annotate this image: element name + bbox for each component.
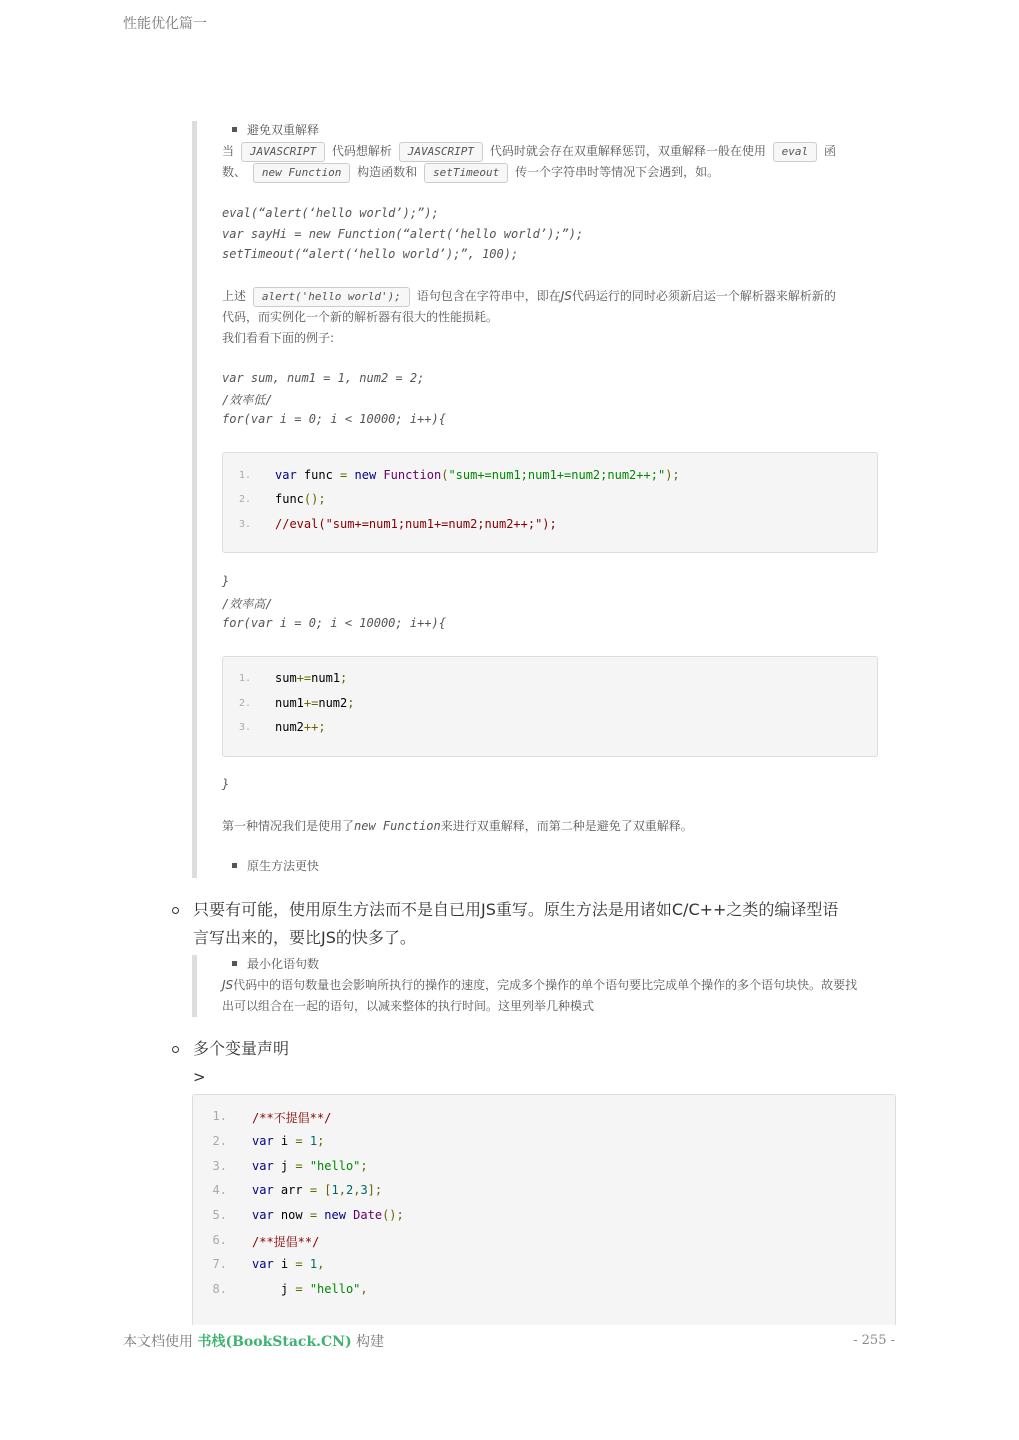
inline-code: JAVASCRIPT [399,142,483,162]
inline-code: eval [773,142,818,162]
bullet-native-methods: 原生方法更快 [232,856,319,876]
paragraph-line-5: 我们看看下面的例子: [222,331,335,345]
square-bullet-icon [232,863,237,868]
code-line: } [222,574,230,588]
paragraph-line: 出可以组合在一起的语句，以减来整体的执行时间。这里列举几种模式 [222,999,595,1013]
code-line: setTimeout(“alert(‘hello world’);”, 100); [222,247,519,261]
inline-code: JAVASCRIPT [241,142,325,162]
code-line: var sayHi = new Function(“alert(‘hello world’);”); [222,227,584,241]
bullet-minimize-statements: 最小化语句数 [232,954,319,974]
code-line: /效率低/ [222,393,273,407]
bullet-avoid-double-interpretation: 避免双重解释 [232,120,319,140]
paragraph-line-3: 上述 alert('hello world'); 语句包含在字符串中，即在JS代码运行的同时必须新启运一个解析器来解析新的 [222,286,836,307]
code-line: for(var i = 0; i < 10000; i++){ [222,616,446,630]
code-line: var sum, num1 = 1, num2 = 2; [222,371,425,385]
paragraph-line-4: 代码，而实例化一个新的解析器有很大的性能损耗。 [222,310,499,324]
multiple-var-title: 多个变量声明 [193,1039,290,1058]
circle-bullet-icon [172,907,179,914]
page-header: 性能优化篇一 [123,16,207,32]
code-block-inefficient: 1. var func = new Function("sum+=num1;num1+=num2;num2++;"); 2. func(); 3. //eval("sum+=num1;num1+=num2;num2++;"); [222,452,878,553]
paragraph-summary: 第一种情况我们是使用了new Function来进行双重解释，而第二种是避免了双重解释。 [222,819,693,833]
footer-credit: 本文档使用 书栈(BookStack.CN) 构建 [123,1334,385,1350]
native-methods-text-line-1: 只要有可能，使用原生方法而不是自已用JS重写。原生方法是用诸如C/C++之类的编译型语 [193,900,839,919]
inline-code: setTimeout [424,163,508,183]
code-block-efficient: 1. sum+=num1; 2. num1+=num2; 3. num2++; [222,656,878,757]
code-line: eval(“alert(‘hello world’);”); [222,206,439,220]
inline-code: new Function [253,163,350,183]
paragraph-line-1: 当 JAVASCRIPT 代码想解析 JAVASCRIPT 代码时就会存在双重解释惩罚，双重解释一般在使用 eval 函 [222,141,836,162]
inline-code: alert('hello world'); [253,287,410,307]
paragraph-line: JS代码中的语句数量也会影响所执行的操作的速度，完成多个操作的单个语句要比完成单个操作的多个语句块快。故要找 [222,978,858,992]
square-bullet-icon [232,127,237,132]
code-line: } [222,777,230,791]
page-number: - 255 - [853,1333,895,1348]
paragraph-line-2: 数、 new Function 构造函数和 setTimeout 传一个字符串时等情况下会遇到，如。 [222,162,719,183]
code-line: for(var i = 0; i < 10000; i++){ [222,412,446,426]
native-methods-text-line-2: 言写出来的，要比JS的快多了。 [193,928,416,947]
code-line: /效率高/ [222,597,273,611]
circle-bullet-icon [172,1046,179,1053]
square-bullet-icon [232,961,237,966]
bookstack-link[interactable]: 书栈(BookStack.CN) [197,1334,352,1350]
code-block-var-declarations: 1. /**不提倡**/ 2. var i = 1; 3. var j = "hello"; 4. var arr = [1,2,3]; 5. var now = new Date(); 6. /**提倡**/ 7. var i = 1, 8. j = "hello", [192,1094,896,1325]
gt-symbol: > [193,1068,206,1086]
